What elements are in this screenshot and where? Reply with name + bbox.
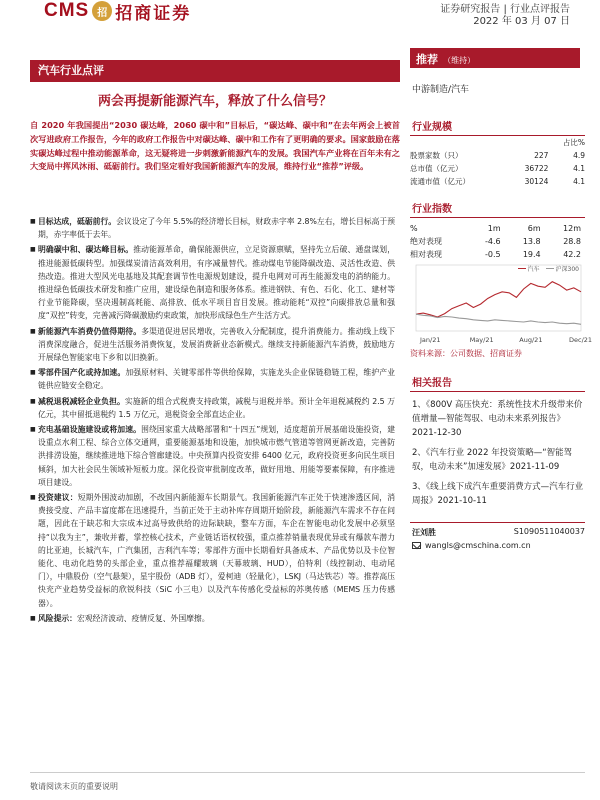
perf-title: 行业指数 — [410, 200, 585, 218]
scale-label: 股票家数（只） — [410, 151, 463, 160]
bullet-text: 会议设定了今年 5.5%的经济增长目标，财政赤字率 2.8%左右，增长目标高于预期，赤字率低于去年。 — [38, 217, 396, 240]
logo-mark-icon: 招 — [92, 1, 112, 21]
bullet-item — [30, 612, 395, 625]
legend-label: 沪深300 — [555, 266, 579, 273]
perf-section — [410, 200, 593, 359]
scale-label: 流通市值（亿元） — [410, 177, 470, 186]
bullet-item — [30, 325, 395, 365]
bullet-heading: 新能源汽车消费仍值得期待。 — [38, 326, 142, 336]
x-tick-label: May/21 — [469, 336, 494, 344]
bullet-text: 推动能源革命，确保能源供应，立足资源禀赋，坚持先立后破、通盘谋划，推进能源低碳转型。加强煤炭清洁高效利用，有序减量替代。推动煤电节能降碳改造、灵活性改造、供热改造。推进大型风光电基地及其配套调节性电源规划建设，提升电网对可再生能源发电的消纳能力。推进绿色低碳技术研发和推广应用，建设绿色制造和服务体系。推进钢铁、有色、石化、化工、建材等行业节能降碳，坚决遏制高耗能、高排放、低水平项目盲目发展。推动能耗“双控”向碳排放总量和强度“双控”转变，完善减污降碳激励约束政策，加快形成绿色生产生活方式。 — [38, 245, 396, 321]
scale-value: 227 — [534, 151, 549, 160]
perf-value: 13.8 — [522, 237, 541, 246]
perf-header: 6m — [527, 224, 541, 233]
subindustry-label: 中游制造/汽车 — [412, 85, 470, 95]
legend-item — [546, 264, 579, 273]
scale-pct: 4.9 — [573, 151, 585, 160]
bullet-text: 围绕国家重大战略部署和“十四五”规划，适度超前开展基础设施投资，建设重点水利工程、综合立体交通网，重要能源基地和设施，加快城市燃气管道等管网更新改造，完善防洪排涝设施，继续推进地下综合管廊建设。中央预算内投资安排 6400 亿元，政府投资更多向民生项目倾斜，加大社会民生领域补短板力度。深化投资审批制度改革，做好用地、用能等要素保障，有序推进项目建设。 — [38, 425, 396, 487]
perf-label: 绝对表现 — [410, 237, 442, 246]
bullet-heading: 零部件国产化或持加速。 — [38, 368, 126, 378]
x-tick-label: Jan/21 — [420, 336, 441, 344]
scale-label: 总市值（亿元） — [410, 164, 463, 173]
perf-header: 12m — [563, 224, 581, 233]
scale-table — [410, 136, 585, 188]
logo-cms-text: CMS — [44, 0, 90, 21]
rating-header — [410, 48, 580, 68]
perf-value: 19.4 — [522, 250, 541, 259]
scale-pct: 4.1 — [573, 177, 585, 186]
industry-header: 汽车行业点评 — [30, 60, 400, 82]
bullet-item — [30, 243, 395, 322]
related-section — [410, 374, 585, 550]
chart-frame — [416, 265, 581, 331]
index-chart — [410, 261, 593, 345]
analyst-name: 汪刘胜 — [412, 528, 436, 537]
bullet-text: 加强原材料、关键零部件等供给保障，实施龙头企业保链稳链工程，维护产业链供应链安全稳定。 — [38, 368, 396, 391]
table-row — [410, 235, 585, 248]
bullet-heading: 投资建议： — [38, 493, 78, 503]
bullet-heading: 减税退税减轻企业负担。 — [38, 396, 125, 406]
company-logo — [44, 0, 191, 22]
series-line-0 — [416, 282, 581, 317]
rating-sub: （维持） — [443, 56, 476, 65]
bullet-heading: 目标达成，砥砺前行。 — [38, 217, 117, 226]
legend-label: 汽车 — [527, 266, 540, 273]
perf-value: 28.8 — [563, 237, 581, 246]
perf-label: 相对表现 — [410, 250, 442, 259]
chart-legend — [518, 264, 579, 273]
perf-header: % — [410, 224, 418, 233]
perf-value: 42.2 — [563, 250, 581, 259]
perf-header: 1m — [487, 224, 501, 233]
bullet-text: 短期外围波动加剧，不改国内新能源车长期景气。我国新能源汽车正处于快速渗透区间，消费接受度、产品丰富度都在迅速提升，当前正处于主动补库存周期开始阶段，新能源汽车需求不存在问题，因此在于缺芯和大宗成本过高导致供给的边际缺缺，整车方面，车企在智能电动化发展中必须坚持“以我为主”，兼收并蓄，掌控核心技术，产业链话语权较强，重点推荐销量表现优异或有爆款车潜力的比亚迪，长城汽车，广汽集团，吉利汽车等；零部件方面中长期看好具备成本、产品优势以及卡位智能化、电动化趋势的头部企业，重点推荐福耀玻璃（天幕玻璃、HUD），伯特利（线控制动、电动尾门），中鼎股份（空气悬架），星宇股份（ADB 灯），爱柯迪（轻量化），LSKJ（马达铁芯）等。推荐高压快充产业趋势受益标的欣锐科技（SiC 小三电）以及汽车传感化受益标的苏奥传感（MEMS 压力传感器）。 — [38, 493, 396, 608]
footer-divider — [30, 772, 585, 773]
table-header-row — [410, 222, 585, 235]
scale-value: 30124 — [524, 177, 549, 186]
bullet-item — [30, 491, 395, 610]
table-row — [410, 248, 585, 261]
scale-section — [410, 118, 585, 188]
scale-col-header: 占比% — [562, 138, 585, 147]
mail-icon — [412, 542, 421, 549]
bullet-list — [30, 215, 395, 627]
bullet-item — [30, 366, 395, 392]
table-row — [410, 175, 585, 188]
bullet-text: 实施新的组合式税费支持政策，减税与退税并举。预计全年退税减税约 2.5 万亿元，其中留抵退税约 1.5 万亿元，退税资金全部直达企业。 — [38, 396, 395, 419]
chart-svg — [410, 261, 593, 345]
scale-value: 36722 — [524, 164, 549, 173]
bullet-item — [30, 215, 395, 241]
related-title: 相关报告 — [410, 374, 585, 392]
analyst-id: S1090511040037 — [513, 527, 585, 536]
bullet-heading: 风险提示： — [38, 613, 77, 623]
perf-value: -4.6 — [485, 237, 501, 246]
logo-cn-text: 招商证券 — [115, 3, 192, 24]
bullet-item — [30, 423, 395, 489]
scale-title: 行业规模 — [410, 118, 585, 136]
table-row — [410, 162, 585, 175]
source-note: 资料来源：公司数据、招商证券 — [410, 349, 522, 358]
rating-label: 推荐 — [416, 53, 438, 66]
bullet-item — [30, 395, 395, 421]
bullet-text: 宏观经济波动、疫情反复、外国摩擦。 — [76, 613, 210, 623]
related-report-item[interactable]: 1、《800V 高压快充：系统性技术升级带来价值增量—智能驾驭、电动未来系列报告》2021-12-30 — [412, 400, 583, 438]
table-row — [410, 149, 585, 162]
analyst-email[interactable]: wangls@cmschina.com.cn — [425, 541, 531, 550]
perf-table — [410, 222, 585, 261]
footer-note: 敬请阅读末页的重要说明 — [30, 782, 118, 791]
bullet-heading: 明确碳中和、碳达峰目标。 — [38, 245, 134, 255]
perf-value: -0.5 — [485, 250, 501, 259]
x-tick-label: Aug/21 — [519, 336, 543, 344]
report-date: 2022 年 03 月 07 日 — [473, 16, 570, 27]
legend-item — [518, 264, 540, 273]
summary-paragraph: 自 2020 年我国提出“2030 碳达峰，2060 碳中和”目标后，“碳达峰、碳中和”在去年两会上被首次写进政府工作报告，今年的政府工作报告中对碳达峰、碳中和工作有了更明确的要求。国家鼓励在落实碳达峰过程中推动能源革命，这无疑将进一步刺激新能源汽车的发展。我国汽车产业将在百年未有之大变局中挥风沐雨、砥砺前行。我们坚定看好我国新能源汽车的发展，维持行业“推荐”评级。 — [30, 120, 400, 172]
related-report-item[interactable]: 2、《汽车行业 2022 年投资策略—“智能驾驭，电动未来”加速发展》2021-11-09 — [412, 448, 573, 472]
report-type: 证券研究报告 | 行业点评报告 — [440, 4, 570, 15]
bullet-text: 多渠道促进居民增收，完善收入分配制度，提升消费能力。推动线上线下消费深度融合，促进生活服务消费恢复，发展消费新业态新模式。继续支持新能源汽车消费，鼓励地方开展绿色智能家电下乡和以旧换新。 — [38, 326, 396, 363]
page-title: 两会再提新能源汽车，释放了什么信号？ — [97, 94, 332, 109]
x-tick-label: Dec/21 — [569, 336, 593, 344]
analyst-block — [410, 522, 585, 550]
top-band — [0, 0, 600, 26]
scale-pct: 4.1 — [573, 164, 585, 173]
bullet-heading: 充电基础设施建设或将加速。 — [38, 425, 142, 435]
related-report-item[interactable]: 3、《线上线下成汽车重要消费方式—汽车行业周报》2021-10-11 — [412, 482, 584, 506]
